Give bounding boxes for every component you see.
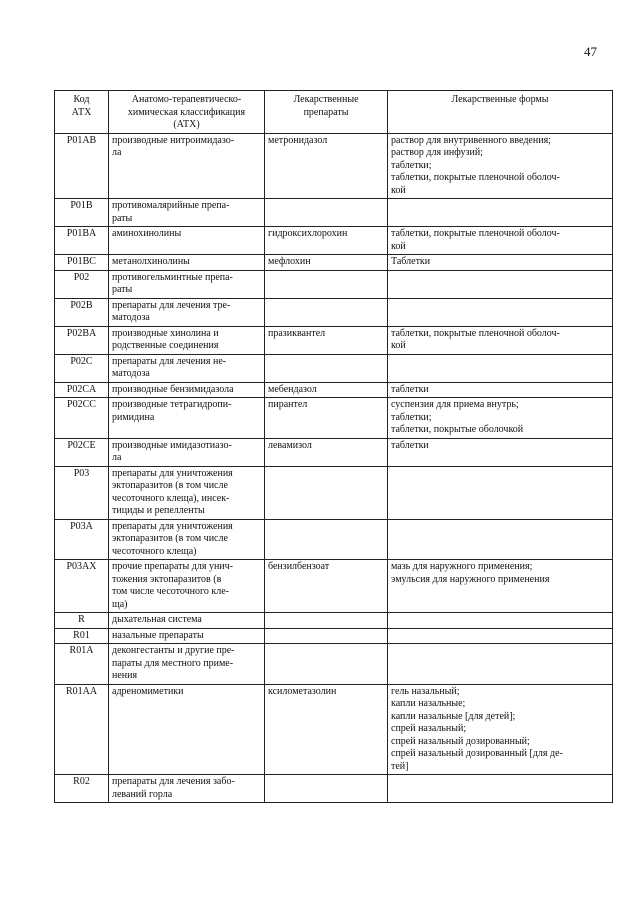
table-row [55, 684, 613, 775]
cell-classification: деконгестанты и другие пре- параты для местного приме- нения [109, 644, 265, 685]
cell-classification: метанолхинолины [109, 255, 265, 271]
table-header-row [55, 91, 613, 134]
cell-forms: суспензия для приема внутрь; таблетки; таблетки, покрытые оболочкой [388, 398, 613, 439]
table-row [55, 199, 613, 227]
cell-classification: прочие препараты для унич- тожения эктопаразитов (в том числе чесоточного кле- ща) [109, 560, 265, 613]
cell-forms: таблетки [388, 382, 613, 398]
cell-drug [265, 644, 388, 685]
cell-forms [388, 354, 613, 382]
table-row [55, 644, 613, 685]
cell-classification: адреномиметики [109, 684, 265, 775]
header-drugs: Лекарственные препараты [265, 91, 388, 134]
cell-classification: производные имидазотиазо- ла [109, 438, 265, 466]
cell-drug: мебендазол [265, 382, 388, 398]
cell-classification: производные нитроимидазо- ла [109, 133, 265, 199]
cell-drug [265, 519, 388, 560]
table-row [55, 613, 613, 629]
cell-drug: празиквантел [265, 326, 388, 354]
cell-drug: мефлохин [265, 255, 388, 271]
cell-classification: аминохинолины [109, 227, 265, 255]
cell-forms: таблетки, покрытые пленочной оболоч- кой [388, 326, 613, 354]
table-row [55, 298, 613, 326]
cell-drug [265, 775, 388, 803]
cell-code: R [55, 613, 109, 629]
cell-classification: назальные препараты [109, 628, 265, 644]
cell-forms: Таблетки [388, 255, 613, 271]
cell-forms: таблетки, покрытые пленочной оболоч- кой [388, 227, 613, 255]
table-row [55, 466, 613, 519]
cell-forms [388, 644, 613, 685]
cell-code: P02CC [55, 398, 109, 439]
cell-code: P03AX [55, 560, 109, 613]
table-row [55, 133, 613, 199]
cell-drug [265, 199, 388, 227]
cell-classification: препараты для уничтожения эктопаразитов (в том числе чесоточного клеща) [109, 519, 265, 560]
cell-forms [388, 199, 613, 227]
cell-code: P01B [55, 199, 109, 227]
cell-forms [388, 298, 613, 326]
cell-code: P02CE [55, 438, 109, 466]
table-row [55, 775, 613, 803]
cell-code: P02B [55, 298, 109, 326]
cell-classification: противомалярийные препа- раты [109, 199, 265, 227]
cell-classification: препараты для уничтожения эктопаразитов (в том числе чесоточного клеща), инсек- тициды и репелленты [109, 466, 265, 519]
cell-drug [265, 466, 388, 519]
table-row [55, 255, 613, 271]
cell-code: R02 [55, 775, 109, 803]
cell-drug: ксилометазолин [265, 684, 388, 775]
cell-code: R01 [55, 628, 109, 644]
table-row [55, 519, 613, 560]
cell-drug [265, 298, 388, 326]
header-code: Код АТХ [55, 91, 109, 134]
cell-forms [388, 775, 613, 803]
cell-drug: пирантел [265, 398, 388, 439]
cell-code: P03A [55, 519, 109, 560]
cell-classification: препараты для лечения не- матодоза [109, 354, 265, 382]
cell-code: P02BA [55, 326, 109, 354]
table-row [55, 398, 613, 439]
cell-drug [265, 270, 388, 298]
cell-forms [388, 613, 613, 629]
cell-forms [388, 466, 613, 519]
table-row [55, 270, 613, 298]
cell-forms [388, 628, 613, 644]
cell-drug: бензилбензоат [265, 560, 388, 613]
cell-drug: гидроксихлорохин [265, 227, 388, 255]
cell-classification: производные хинолина и родственные соединения [109, 326, 265, 354]
cell-forms [388, 519, 613, 560]
cell-drug: метронидазол [265, 133, 388, 199]
page-number: 47 [584, 44, 597, 59]
cell-classification: противогельминтные препа- раты [109, 270, 265, 298]
table-row [55, 227, 613, 255]
cell-forms [388, 270, 613, 298]
cell-forms: таблетки [388, 438, 613, 466]
header-classification: Анатомо-терапевтическо- химическая классификация (АТХ) [109, 91, 265, 134]
table-row [55, 382, 613, 398]
cell-forms: мазь для наружного применения; эмульсия для наружного применения [388, 560, 613, 613]
table-row [55, 326, 613, 354]
cell-classification: препараты для лечения тре- матодоза [109, 298, 265, 326]
cell-classification: производные тетрагидропи- римидина [109, 398, 265, 439]
cell-forms: раствор для внутривенного введения; раствор для инфузий; таблетки; таблетки, покрытые пленочной оболоч- кой [388, 133, 613, 199]
table-body [55, 133, 613, 803]
cell-code: P03 [55, 466, 109, 519]
cell-code: P01BC [55, 255, 109, 271]
cell-code: P02C [55, 354, 109, 382]
cell-code: R01A [55, 644, 109, 685]
cell-drug [265, 354, 388, 382]
cell-code: P01BA [55, 227, 109, 255]
header-forms: Лекарственные формы [388, 91, 613, 134]
table-row [55, 560, 613, 613]
cell-classification: производные бензимидазола [109, 382, 265, 398]
cell-classification: препараты для лечения забо- леваний горла [109, 775, 265, 803]
table-row [55, 354, 613, 382]
cell-drug [265, 613, 388, 629]
cell-drug: левамизол [265, 438, 388, 466]
atx-table [54, 90, 613, 803]
cell-code: P02 [55, 270, 109, 298]
cell-drug [265, 628, 388, 644]
table-row [55, 438, 613, 466]
table-row [55, 628, 613, 644]
cell-code: R01AA [55, 684, 109, 775]
cell-classification: дыхательная система [109, 613, 265, 629]
cell-code: P02CA [55, 382, 109, 398]
cell-code: P01AB [55, 133, 109, 199]
cell-forms: гель назальный; капли назальные; капли назальные [для детей]; спрей назальный; спрей назальный дозированный; спрей назальный дозированный [для де- тей] [388, 684, 613, 775]
